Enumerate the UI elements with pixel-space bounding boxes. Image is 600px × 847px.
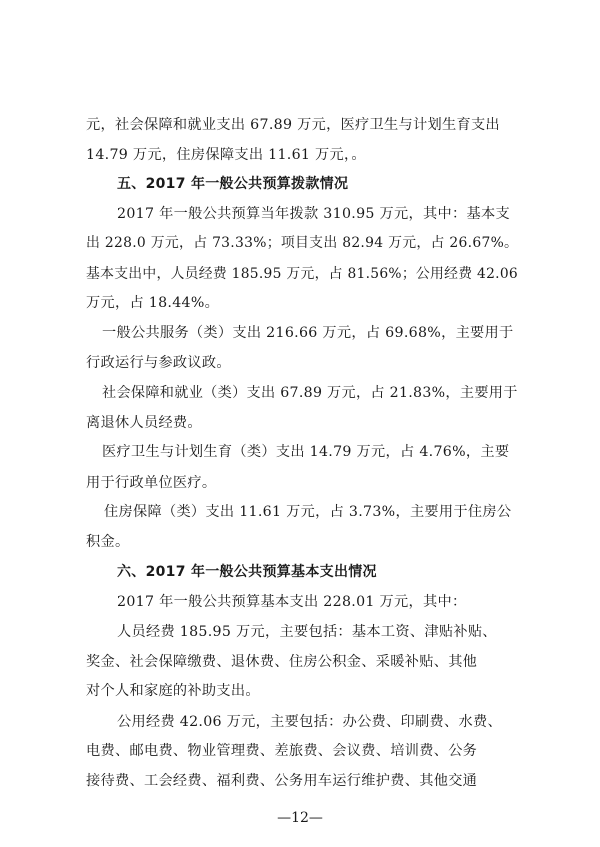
body-text-line: 电费、邮电费、物业管理费、差旅费、会议费、培训费、公务	[86, 743, 478, 759]
body-text-line: 社会保障和就业（类）支出 67.89 万元，占 21.83%，主要用于	[102, 385, 518, 401]
section-heading-5: 五、2017 年一般公共预算拨款情况	[117, 176, 349, 192]
body-text-line: 行政运行与参政议政。	[86, 355, 231, 371]
section-heading-6: 六、2017 年一般公共预算基本支出情况	[117, 564, 377, 580]
body-text-line: 2017 年一般公共预算当年拨款 310.95 万元，其中：基本支	[117, 206, 510, 222]
body-text-line: 一般公共服务（类）支出 216.66 万元，占 69.68%，主要用于	[102, 325, 514, 341]
body-text-line: 离退休人员经费。	[86, 415, 202, 431]
body-text-line: 出 228.0 万元，占 73.33%；项目支出 82.94 万元，占 26.67%。	[86, 235, 519, 251]
body-text-line: 公用经费 42.06 万元，主要包括：办公费、印刷费、水费、	[117, 714, 502, 730]
body-text-line: 接待费、工会经费、福利费、公务用车运行维护费、其他交通	[86, 773, 478, 789]
body-text-line: 对个人和家庭的补助支出。	[86, 683, 260, 699]
body-text-line: 14.79 万元，住房保障支出 11.61 万元，。	[86, 147, 366, 163]
body-text-line: 万元，占 18.44%。	[86, 295, 220, 311]
page-number: —12—	[277, 810, 323, 826]
body-text-line: 人员经费 185.95 万元，主要包括：基本工资、津贴补贴、	[117, 624, 497, 640]
body-text-line: 医疗卫生与计划生育（类）支出 14.79 万元，占 4.76%，主要	[102, 444, 510, 460]
body-text-line: 2017 年一般公共预算基本支出 228.01 万元，其中：	[117, 594, 467, 610]
body-text-line: 元，社会保障和就业支出 67.89 万元，医疗卫生与计划生育支出	[86, 117, 500, 133]
body-text-line: 积金。	[86, 534, 130, 550]
body-text-line: 住房保障（类）支出 11.61 万元，占 3.73%，主要用于住房公	[104, 504, 512, 520]
body-text-line: 基本支出中，人员经费 185.95 万元，占 81.56%；公用经费 42.06	[86, 266, 518, 282]
body-text-line: 奖金、社会保障缴费、退休费、住房公积金、采暖补贴、其他	[86, 654, 478, 670]
body-text-line: 用于行政单位医疗。	[86, 475, 217, 491]
